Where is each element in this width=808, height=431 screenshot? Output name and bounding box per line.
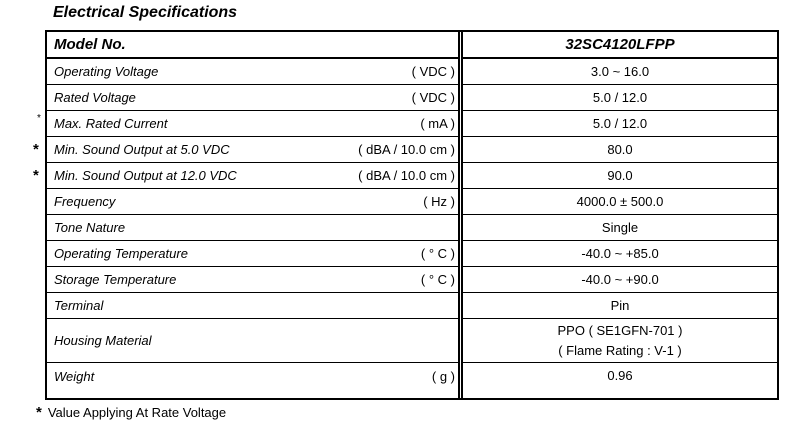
spec-value-line: 5.0 / 12.0 — [592, 115, 648, 131]
spec-label: Storage Temperature — [54, 272, 177, 287]
spec-value-row — [463, 215, 777, 241]
spec-value — [463, 215, 777, 240]
spec-label-column — [47, 32, 460, 398]
model-no-label: Model No. — [54, 36, 126, 53]
spec-value-line: Pin — [610, 297, 630, 313]
spec-value — [463, 319, 777, 362]
spec-value-line: -40.0 ~ +90.0 — [581, 271, 659, 287]
spec-row — [47, 363, 458, 389]
spec-value — [463, 363, 777, 389]
spec-row — [47, 319, 458, 363]
spec-value-line: PPO ( SE1GFN-701 ) — [557, 322, 683, 338]
spec-value-row — [463, 363, 777, 389]
spec-value — [463, 293, 777, 318]
page-title: Electrical Specifications — [53, 4, 238, 21]
spec-unit: ( Hz ) — [423, 194, 455, 209]
spec-row — [47, 85, 458, 111]
spec-row — [47, 293, 458, 319]
asterisk-mark: * — [33, 141, 39, 158]
spec-value — [463, 267, 777, 292]
spec-row — [47, 215, 458, 241]
spec-label: Rated Voltage — [54, 90, 136, 105]
spec-value-line: 0.96 — [607, 368, 633, 383]
spec-row — [47, 111, 458, 137]
spec-value — [463, 111, 777, 136]
header-row-left — [47, 32, 458, 59]
spec-value-line: 4000.0 ± 500.0 — [576, 193, 664, 209]
spec-value-column — [461, 32, 777, 398]
spec-unit: ( dBA / 10.0 cm ) — [358, 142, 455, 157]
spec-value-line: 90.0 — [607, 167, 633, 183]
asterisk-mark: * — [37, 113, 41, 124]
spec-label: Weight — [54, 368, 95, 384]
spec-label: Frequency — [54, 194, 116, 209]
spec-label: Terminal — [54, 298, 104, 313]
spec-value-row — [463, 85, 777, 111]
spec-value-line-2: ( Flame Rating : V-1 ) — [558, 342, 682, 358]
spec-value — [463, 59, 777, 84]
spec-row — [47, 163, 458, 189]
spec-value-row — [463, 111, 777, 137]
spec-row — [47, 59, 458, 85]
spec-row — [47, 241, 458, 267]
spec-row — [47, 189, 458, 215]
asterisk-mark: * — [33, 167, 39, 184]
spec-row — [47, 267, 458, 293]
spec-unit: ( mA ) — [420, 116, 455, 131]
spec-value-row — [463, 293, 777, 319]
spec-value-row — [463, 319, 777, 363]
spec-value-line: -40.0 ~ +85.0 — [581, 245, 659, 261]
spec-table — [45, 30, 779, 400]
spec-label: Operating Temperature — [54, 246, 188, 261]
spec-value-line: 5.0 / 12.0 — [592, 89, 648, 105]
spec-value-row — [463, 59, 777, 85]
model-number: 32SC4120LFPP — [565, 35, 675, 53]
spec-value-row — [463, 137, 777, 163]
spec-value-line: Single — [601, 219, 639, 235]
spec-value — [463, 163, 777, 188]
spec-value — [463, 189, 777, 214]
spec-row — [47, 137, 458, 163]
spec-label: Min. Sound Output at 12.0 VDC — [54, 168, 237, 183]
spec-label: Max. Rated Current — [54, 116, 168, 131]
spec-label: Min. Sound Output at 5.0 VDC — [54, 142, 230, 157]
spec-value — [463, 137, 777, 162]
spec-unit: ( g ) — [431, 368, 455, 384]
header-row-right — [463, 32, 777, 59]
spec-value-row — [463, 189, 777, 215]
spec-unit: ( VDC ) — [411, 90, 455, 105]
spec-value — [463, 241, 777, 266]
footnote — [36, 404, 226, 421]
spec-value — [463, 85, 777, 110]
spec-label: Housing Material — [54, 333, 152, 348]
footnote-asterisk: * — [36, 404, 42, 421]
spec-value-row — [463, 163, 777, 189]
spec-unit: ( dBA / 10.0 cm ) — [358, 168, 455, 183]
spec-unit: ( ° C ) — [420, 272, 455, 287]
spec-label: Tone Nature — [54, 220, 126, 235]
spec-value-row — [463, 267, 777, 293]
spec-unit: ( ° C ) — [420, 246, 455, 261]
spec-unit: ( VDC ) — [411, 64, 455, 79]
spec-label: Operating Voltage — [54, 64, 159, 79]
footnote-text: Value Applying At Rate Voltage — [47, 405, 227, 420]
spec-value-line: 3.0 ~ 16.0 — [590, 63, 650, 79]
spec-value-row — [463, 241, 777, 267]
spec-value-line: 80.0 — [607, 141, 633, 157]
